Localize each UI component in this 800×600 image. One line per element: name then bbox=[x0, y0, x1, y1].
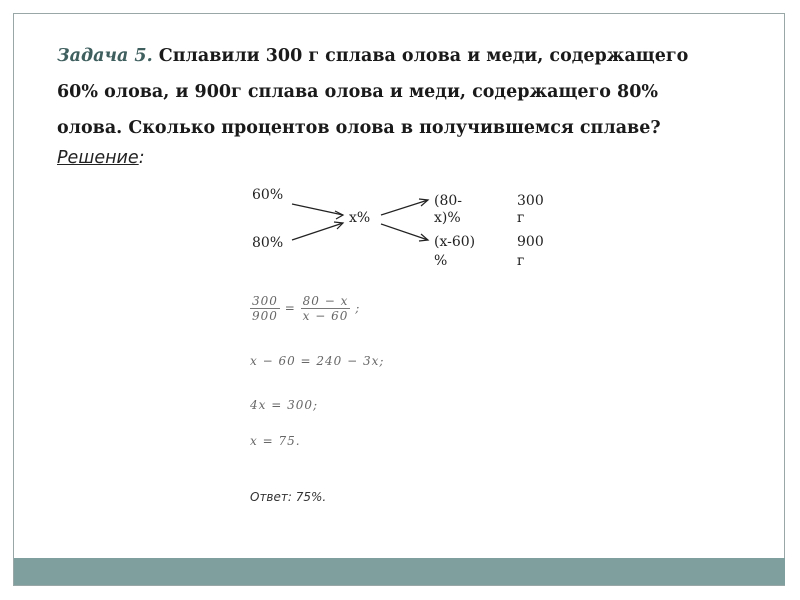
scheme-right-top-1: (80- bbox=[434, 193, 463, 209]
arrow-left-top bbox=[292, 204, 343, 215]
eq1-left-numerator: 300 bbox=[252, 294, 278, 308]
eq1-equals: = bbox=[284, 301, 296, 315]
eq1-right-fraction bbox=[301, 294, 351, 323]
scheme-left-bottom: 80% bbox=[252, 235, 284, 251]
equation-1 bbox=[250, 294, 360, 323]
problem-line-3: олова. Сколько процентов олова в получившемся сплаве? bbox=[57, 118, 661, 138]
equation-3: 4x = 300; bbox=[250, 398, 319, 412]
scheme-mass-bottom-2: г bbox=[517, 253, 525, 269]
solution-label: Решение bbox=[57, 148, 139, 168]
problem-label: Задача 5. bbox=[57, 46, 153, 66]
scheme-right-bottom-1: (x-60) bbox=[434, 234, 476, 250]
problem-line-1: Сплавили 300 г сплава олова и меди, содержащего bbox=[158, 46, 689, 66]
arrow-right-top bbox=[381, 200, 428, 215]
eq1-left-denominator: 900 bbox=[252, 309, 278, 323]
eq1-left-fraction bbox=[250, 294, 280, 323]
problem-line-2: 60% олова, и 900г сплава олова и меди, содержащего 80% bbox=[57, 82, 659, 102]
eq1-right-numerator: 80 − x bbox=[302, 294, 349, 308]
eq1-right-denominator: x − 60 bbox=[302, 309, 349, 323]
equation-2: x − 60 = 240 − 3x; bbox=[250, 354, 385, 368]
arrow-right-bottom bbox=[381, 224, 428, 240]
scheme-right-bottom-2: % bbox=[434, 253, 448, 269]
arrow-left-bottom bbox=[292, 223, 343, 240]
solution-colon: : bbox=[138, 148, 145, 168]
scheme-right-top-2: x)% bbox=[434, 210, 461, 226]
scheme-mass-top-2: г bbox=[517, 210, 525, 226]
scheme-mass-bottom-1: 900 bbox=[517, 234, 544, 250]
equation-4: x = 75. bbox=[250, 434, 301, 448]
scheme-center: x% bbox=[349, 210, 371, 226]
eq1-end: ; bbox=[355, 301, 361, 315]
arrowhead-left-top bbox=[335, 211, 343, 219]
scheme-left-top: 60% bbox=[252, 187, 284, 203]
scheme-mass-top-1: 300 bbox=[517, 193, 544, 209]
answer-text: Ответ: 75%. bbox=[250, 490, 327, 504]
